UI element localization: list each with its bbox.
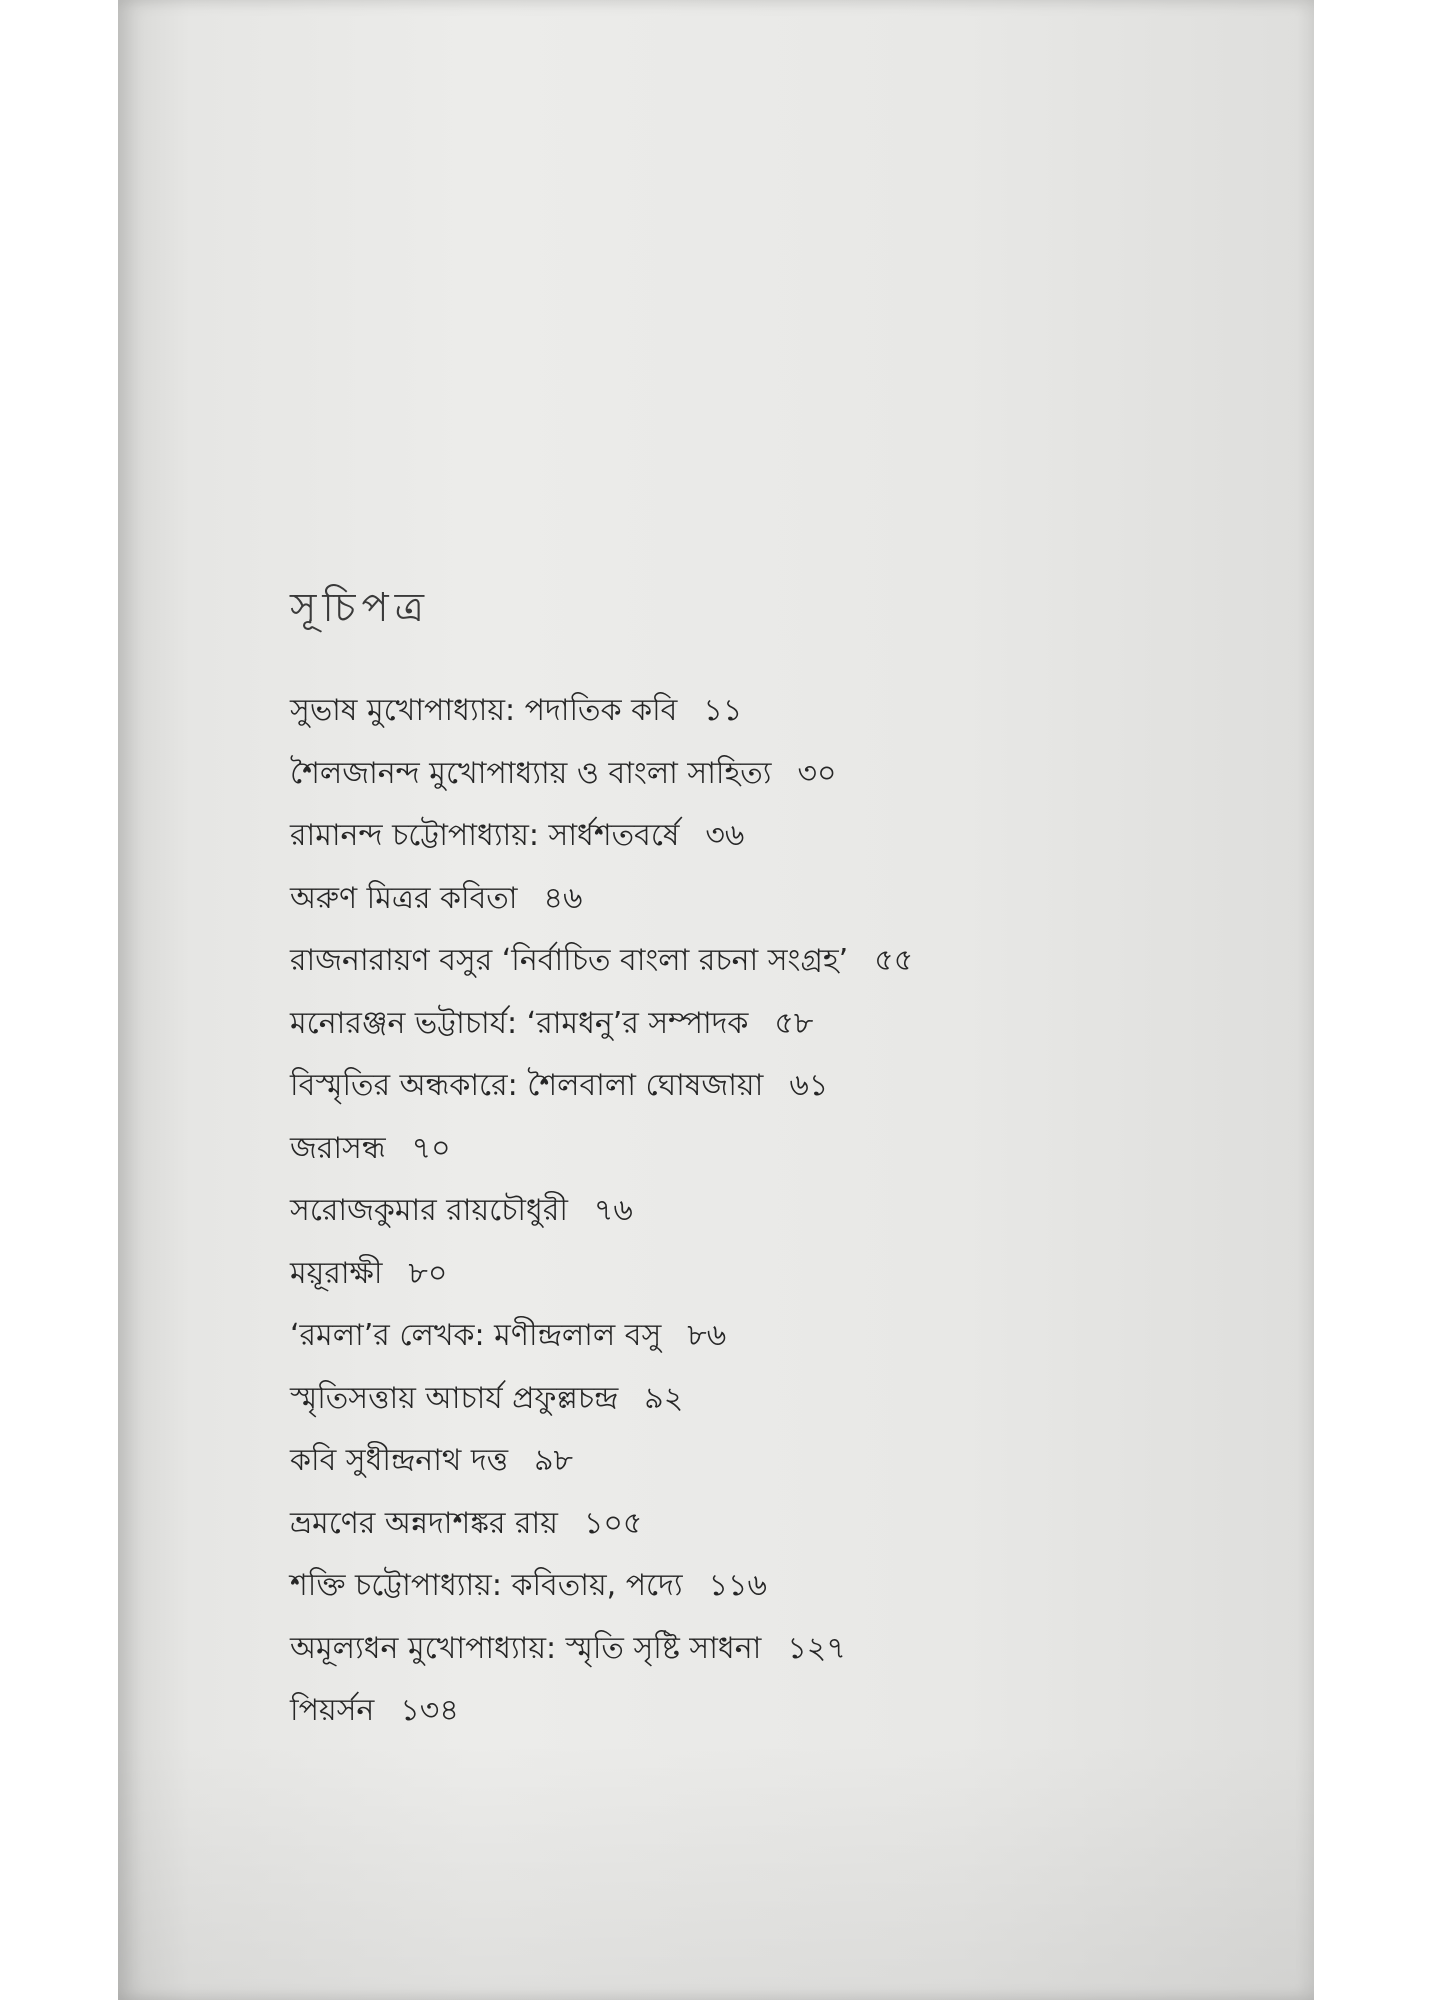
toc-entry-page-number: ৭০ <box>411 1130 451 1166</box>
toc-entry-page-number: ৯৮ <box>534 1443 574 1478</box>
toc-entry-title: জরাসন্ধ <box>290 1130 386 1166</box>
toc-entry <box>290 1368 913 1431</box>
toc-entry <box>290 805 913 868</box>
toc-entry-page-number: ১১ <box>703 693 743 728</box>
toc-entry-title: ময়ূরাক্ষী <box>290 1255 383 1291</box>
toc-entry-page-number: ১১৬ <box>708 1568 768 1603</box>
toc-entry-page-number: ৭৬ <box>593 1193 633 1228</box>
toc-entry-title: ‘রমলা’র লেখক: মণীন্দ্রলাল বসু <box>290 1318 662 1353</box>
toc-entry-title: কবি সুধীন্দ্রনাথ দত্ত <box>290 1443 509 1478</box>
table-of-contents <box>290 680 913 1743</box>
toc-entry <box>290 993 913 1056</box>
book-page <box>118 0 1314 2000</box>
toc-entry-page-number: ৫৫ <box>874 943 914 978</box>
toc-entry-title: সরোজকুমার রায়চৌধুরী <box>290 1193 568 1228</box>
toc-entry-title: রাজনারায়ণ বসুর ‘নির্বাচিত বাংলা রচনা সংগ্রহ’ <box>290 943 849 978</box>
toc-entry-page-number: ৮৬ <box>687 1318 727 1353</box>
toc-entry-title: ভ্রমণের অন্নদাশঙ্কর রায় <box>290 1505 558 1541</box>
toc-entry <box>290 1055 913 1118</box>
toc-entry <box>290 930 913 993</box>
toc-entry <box>290 680 913 743</box>
toc-entry <box>290 1680 913 1743</box>
toc-entry-page-number: ৩৬ <box>705 818 745 853</box>
toc-entry-page-number: ৫৮ <box>774 1005 814 1041</box>
toc-entry <box>290 1430 913 1493</box>
toc-entry <box>290 1180 913 1243</box>
toc-entry-page-number: ১৩৪ <box>400 1693 459 1728</box>
toc-entry <box>290 1118 913 1181</box>
toc-entry-title: পিয়র্সন <box>290 1693 375 1728</box>
toc-entry <box>290 868 913 931</box>
toc-entry <box>290 1618 913 1681</box>
page-shadow <box>118 1740 1314 2000</box>
toc-entry <box>290 1305 913 1368</box>
toc-entry-page-number: ৪৬ <box>543 880 583 916</box>
toc-entry <box>290 1493 913 1556</box>
toc-entry-page-number: ৩০ <box>797 755 837 791</box>
toc-entry-page-number: ১০৫ <box>583 1505 643 1541</box>
toc-entry <box>290 1243 913 1306</box>
toc-entry-title: অরুণ মিত্রর কবিতা <box>290 880 518 916</box>
toc-entry-title: রামানন্দ চট্টোপাধ্যায়: সার্ধশতবর্ষে <box>290 818 680 853</box>
toc-entry-title: স্মৃতিসত্তায় আচার্য প্রফুল্লচন্দ্র <box>290 1380 619 1416</box>
toc-entry-title: শক্তি চট্টোপাধ্যায়: কবিতায়, পদ্যে <box>290 1568 683 1603</box>
toc-entry-page-number: ৮০ <box>408 1255 448 1291</box>
toc-entry <box>290 743 913 806</box>
toc-entry-title: সুভাষ মুখোপাধ্যায়: পদাতিক কবি <box>290 693 678 728</box>
toc-entry-title: বিস্মৃতির অন্ধকারে: শৈলবালা ঘোষজায়া <box>290 1068 764 1103</box>
toc-entry-title: অমূল্যধন মুখোপাধ্যায়: স্মৃতি সৃষ্টি সাধনা <box>290 1630 762 1666</box>
toc-entry-page-number: ১২৭ <box>787 1630 846 1666</box>
toc-entry-page-number: ৯২ <box>644 1380 684 1416</box>
toc-entry-title: শৈলজানন্দ মুখোপাধ্যায় ও বাংলা সাহিত্য <box>290 755 772 791</box>
page-heading: সূচিপত্র <box>290 585 430 631</box>
toc-entry <box>290 1555 913 1618</box>
toc-entry-page-number: ৬১ <box>789 1068 829 1103</box>
toc-entry-title: মনোরঞ্জন ভট্টাচার্য: ‘রামধনু’র সম্পাদক <box>290 1005 749 1041</box>
